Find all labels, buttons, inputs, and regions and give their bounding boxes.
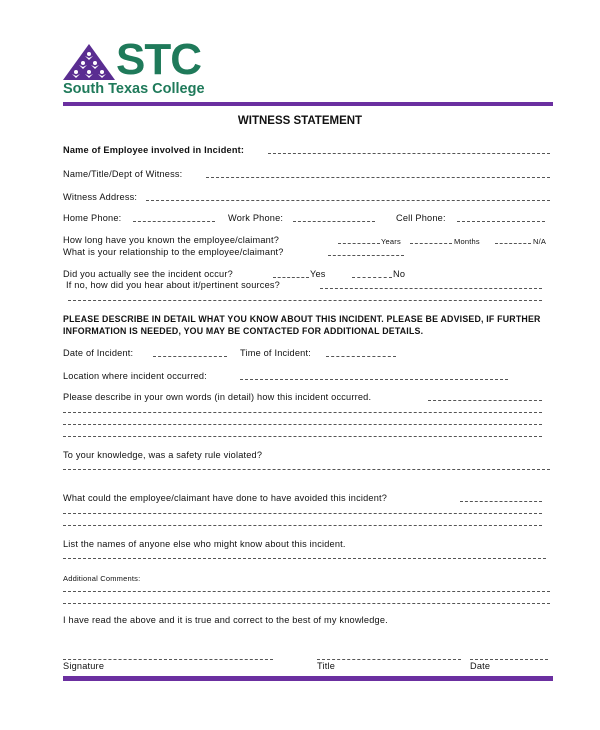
describe-field[interactable] bbox=[428, 400, 542, 401]
yes-label: Yes bbox=[310, 269, 326, 279]
home-phone-label: Home Phone: bbox=[63, 213, 122, 223]
describe-field-line-3[interactable] bbox=[63, 424, 542, 425]
describe-label: Please describe in your own words (in detail) how this incident occurred. bbox=[63, 392, 372, 402]
safety-rule-field[interactable] bbox=[63, 469, 550, 470]
sig-title-label: Title bbox=[317, 661, 336, 671]
work-phone-field[interactable] bbox=[293, 221, 375, 222]
witness-name-field[interactable] bbox=[206, 177, 550, 178]
sig-title-field[interactable] bbox=[317, 659, 461, 660]
how-heard-field[interactable] bbox=[320, 288, 542, 289]
sig-date-field[interactable] bbox=[470, 659, 548, 660]
employee-name-row bbox=[63, 145, 244, 156]
incident-date-label: Date of Incident: bbox=[63, 348, 134, 358]
others-field[interactable] bbox=[63, 558, 546, 559]
comments-field[interactable] bbox=[63, 591, 550, 592]
describe-field-line-4[interactable] bbox=[63, 436, 542, 437]
cell-phone-label: Cell Phone: bbox=[396, 213, 446, 223]
known-duration-label: How long have you known the employee/claimant? bbox=[63, 235, 280, 245]
relationship-label: What is your relationship to the employee/claimant? bbox=[63, 247, 284, 257]
avoid-field-line-3[interactable] bbox=[63, 525, 542, 526]
relationship-field[interactable] bbox=[328, 255, 404, 256]
witness-name-label: Name/Title/Dept of Witness: bbox=[63, 169, 183, 179]
na-label: N/A bbox=[533, 237, 547, 246]
stc-logo-triangle-icon bbox=[63, 44, 115, 80]
avoid-field-line-2[interactable] bbox=[63, 513, 542, 514]
incident-time-label: Time of Incident: bbox=[240, 348, 311, 358]
form-title: WITNESS STATEMENT bbox=[237, 115, 363, 127]
no-label: No bbox=[393, 269, 406, 279]
signature-field[interactable] bbox=[63, 659, 273, 660]
others-label: List the names of anyone else who might know about this incident. bbox=[63, 539, 346, 549]
months-field[interactable] bbox=[410, 243, 452, 244]
logo-college-name: South Texas College bbox=[63, 81, 205, 97]
yes-field[interactable] bbox=[273, 277, 309, 278]
witness-address-field[interactable] bbox=[146, 200, 550, 201]
incident-date-field[interactable] bbox=[153, 356, 227, 357]
location-field[interactable] bbox=[240, 379, 508, 380]
incident-time-field[interactable] bbox=[326, 356, 396, 357]
footer-divider bbox=[63, 676, 553, 681]
location-label: Location where incident occurred: bbox=[63, 371, 207, 381]
years-field[interactable] bbox=[338, 243, 380, 244]
how-heard-field-line-2[interactable] bbox=[68, 300, 542, 301]
saw-incident-label: Did you actually see the incident occur? bbox=[63, 269, 233, 279]
logo-abbrev: STC bbox=[116, 35, 201, 84]
home-phone-field[interactable] bbox=[133, 221, 215, 222]
avoid-field[interactable] bbox=[460, 501, 542, 502]
no-field[interactable] bbox=[352, 277, 392, 278]
describe-field-line-2[interactable] bbox=[63, 412, 542, 413]
work-phone-label: Work Phone: bbox=[228, 213, 284, 223]
years-label: Years bbox=[381, 237, 401, 246]
cell-phone-field[interactable] bbox=[457, 221, 545, 222]
comments-field-line-2[interactable] bbox=[63, 603, 550, 604]
safety-rule-label: To your knowledge, was a safety rule violated? bbox=[63, 450, 263, 460]
attestation-text: I have read the above and it is true and correct to the best of my knowledge. bbox=[63, 615, 388, 625]
witness-address-label: Witness Address: bbox=[63, 192, 138, 202]
months-label: Months bbox=[454, 237, 480, 246]
how-heard-label: If no, how did you hear about it/pertinent sources? bbox=[66, 280, 280, 290]
sig-date-label: Date bbox=[470, 661, 491, 671]
avoid-label: What could the employee/claimant have done to have avoided this incident? bbox=[63, 493, 388, 503]
employee-name-label: Name of Employee involved in Incident: bbox=[63, 145, 245, 155]
instructions-line-2: INFORMATION IS NEEDED, YOU MAY BE CONTACTED FOR ADDITIONAL DETAILS. bbox=[63, 326, 424, 336]
instructions-line-1: PLEASE DESCRIBE IN DETAIL WHAT YOU KNOW ABOUT THIS INCIDENT. PLEASE BE ADVISED, IF FURTHER bbox=[63, 314, 541, 324]
signature-label: Signature bbox=[63, 661, 105, 671]
comments-label: Additional Comments: bbox=[63, 574, 141, 583]
header-divider bbox=[63, 102, 553, 106]
employee-name-field[interactable] bbox=[268, 153, 550, 154]
na-field[interactable] bbox=[495, 243, 531, 244]
